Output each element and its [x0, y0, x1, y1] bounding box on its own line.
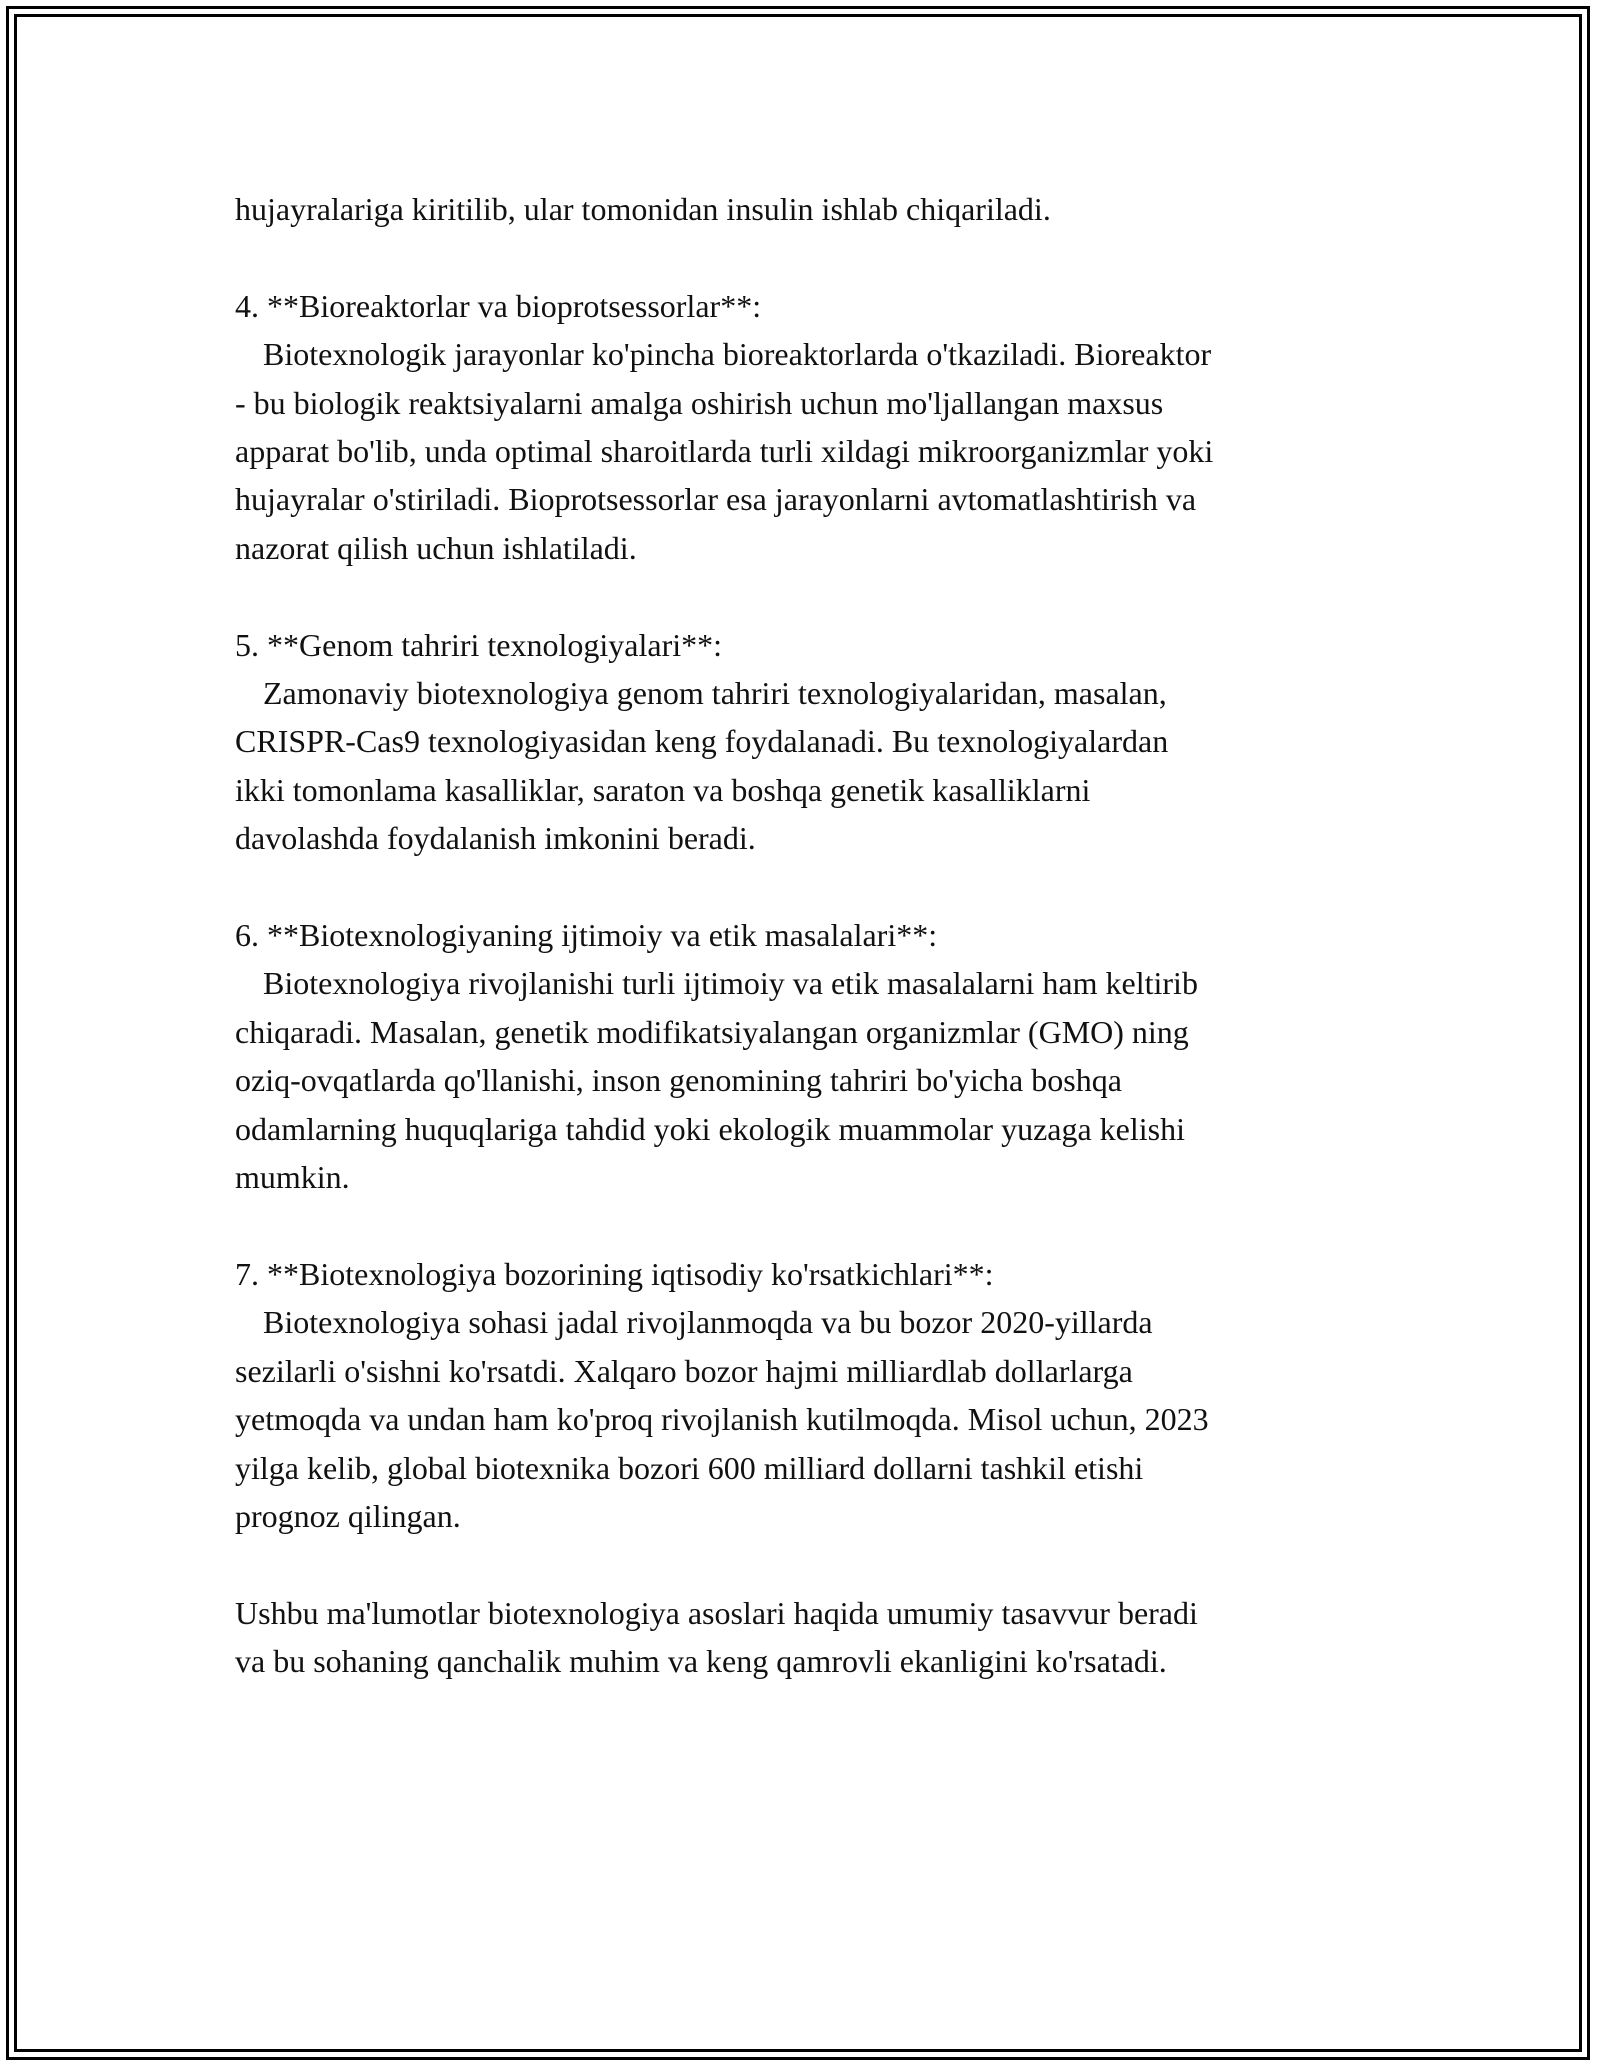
- section-social-ethical: [235, 911, 1385, 1201]
- section-text-line: Biotexnologik jarayonlar ko'pincha bioreaktorlarda o'tkaziladi. Bioreaktor: [263, 336, 1212, 373]
- document-body: [235, 185, 1385, 1686]
- conclusion-paragraph: [235, 1589, 1385, 1686]
- section-text-line: apparat bo'lib, unda optimal sharoitlarda turli xildagi mikroorganizmlar yoki: [235, 433, 1214, 470]
- section-text-line: Biotexnologiya rivojlanishi turli ijtimoiy va etik masalalarni ham keltirib: [263, 965, 1198, 1002]
- paragraph-gap: [235, 1201, 1385, 1249]
- paragraph-gap: [235, 1540, 1385, 1588]
- section-text-line: oziq-ovqatlarda qo'llanishi, inson genomining tahriri bo'yicha boshqa: [235, 1062, 1122, 1099]
- section-heading: 5. **Genom tahriri texnologiyalari**:: [235, 626, 722, 663]
- section-text-line: Zamonaviy biotexnologiya genom tahriri texnologiyalaridan, masalan,: [263, 675, 1167, 712]
- section-text-line: hujayralar o'stiriladi. Bioprotsessorlar esa jarayonlarni avtomatlashtirish va: [235, 481, 1197, 518]
- paragraph-gap: [235, 863, 1385, 911]
- section-heading: 4. **Bioreaktorlar va bioprotsessorlar**:: [235, 287, 762, 324]
- section-market-economics: [235, 1250, 1385, 1540]
- conclusion-line: Ushbu ma'lumotlar biotexnologiya asoslari haqida umumiy tasavvur beradi: [235, 1594, 1198, 1631]
- conclusion-line: va bu sohaning qanchalik muhim va keng qamrovli ekanligini ko'rsatadi.: [235, 1643, 1167, 1680]
- section-heading: 7. **Biotexnologiya bozorining iqtisodiy ko'rsatkichlari**:: [235, 1255, 994, 1292]
- paragraph-gap: [235, 572, 1385, 620]
- section-text-line: CRISPR-Cas9 texnologiyasidan keng foydalanadi. Bu texnologiyalardan: [235, 723, 1169, 760]
- section-bioreactors: [235, 282, 1385, 572]
- section-text-line: yetmoqda va undan ham ko'proq rivojlanish kutilmoqda. Misol uchun, 2023: [235, 1401, 1209, 1438]
- intro-line: hujayralariga kiritilib, ular tomonidan insulin ishlab chiqariladi.: [235, 191, 1051, 227]
- section-text-line: Biotexnologiya sohasi jadal rivojlanmoqda va bu bozor 2020-yillarda: [263, 1304, 1153, 1341]
- section-heading: 6. **Biotexnologiyaning ijtimoiy va etik masalalari**:: [235, 917, 938, 954]
- section-text-line: mumkin.: [235, 1159, 350, 1196]
- section-genome-editing: [235, 621, 1385, 863]
- section-text-line: nazorat qilish uchun ishlatiladi.: [235, 529, 637, 566]
- section-text-line: sezilarli o'sishni ko'rsatdi. Xalqaro bozor hajmi milliardlab dollarlarga: [235, 1352, 1133, 1389]
- section-text-line: ikki tomonlama kasalliklar, saraton va boshqa genetik kasalliklarni: [235, 771, 1091, 808]
- section-text-line: davolashda foydalanish imkonini beradi.: [235, 820, 756, 857]
- section-text-line: odamlarning huquqlariga tahdid yoki ekologik muammolar yuzaga kelishi: [235, 1110, 1185, 1147]
- section-text-line: chiqaradi. Masalan, genetik modifikatsiyalangan organizmlar (GMO) ning: [235, 1013, 1189, 1050]
- section-text-line: prognoz qilingan.: [235, 1497, 461, 1534]
- paragraph-gap: [235, 233, 1385, 281]
- section-text-line: - bu biologik reaktsiyalarni amalga oshirish uchun mo'ljallangan maxsus: [235, 384, 1164, 421]
- section-text-line: yilga kelib, global biotexnika bozori 600 milliard dollarni tashkil etishi: [235, 1449, 1144, 1486]
